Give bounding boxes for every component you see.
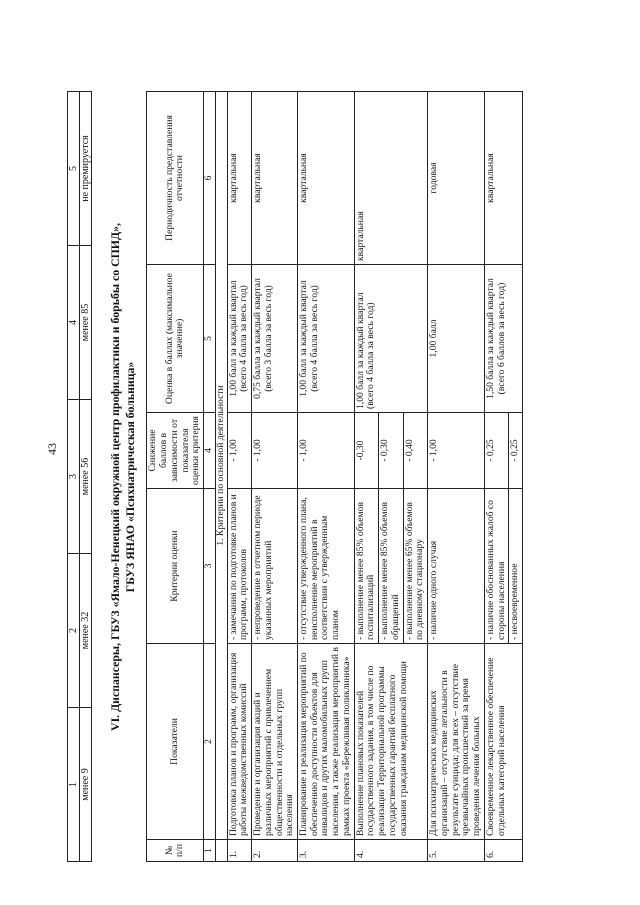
row-score: 0,75 балла за каждый квартал (всего 3 балла за весь год) [252, 265, 298, 413]
threshold-col-4: 4 [68, 246, 80, 400]
row-number: 6. [484, 840, 522, 862]
column-number: 5 [204, 265, 216, 413]
group-title-row [215, 92, 227, 862]
header-indicators: Показатели [147, 644, 204, 840]
column-number: 2 [204, 644, 216, 840]
header-number: № п/п [147, 840, 204, 862]
row-criterion: - выполнение менее 65% объемов по дневному стационару [403, 489, 427, 644]
column-number: 1 [204, 840, 216, 862]
row-indicator: Подготовка планов и программ, организация работы межведомственных комиссий [227, 644, 251, 840]
table-row [428, 92, 485, 862]
row-period: квартальная [298, 92, 355, 265]
row-score: 1,00 балл за каждый квартал (всего 4 балла за весь год) [354, 265, 427, 413]
table-header-row [147, 92, 204, 862]
section-title-line-2: ГБУЗ ЯНАО «Психиатрическая больница» [122, 361, 137, 593]
group-title: 1. Критерии по основной деятельности [215, 92, 227, 840]
column-number-row [204, 92, 216, 862]
row-reduction: - 1,00 [252, 413, 298, 489]
row-reduction: - 1,00 [428, 413, 485, 489]
score-threshold-table [67, 91, 92, 862]
row-reduction: - 0,25 [484, 413, 508, 489]
row-number: 3. [298, 840, 355, 862]
threshold-value: не премируется [80, 92, 92, 246]
row-criterion: - наличие одного случая [428, 489, 485, 644]
row-reduction: -0,30 [354, 413, 378, 489]
row-indicator: Проведение и организация акций и различных мероприятий с привлечением общественности и отдельных групп населения [252, 644, 298, 840]
column-number: 4 [204, 413, 216, 489]
row-criterion: - наличие обоснованных жалоб со стороны населения [484, 489, 508, 644]
threshold-header-row [68, 92, 80, 862]
column-number: 3 [204, 489, 216, 644]
header-criteria: Критерии оценки [147, 489, 204, 644]
threshold-value: менее 32 [80, 554, 92, 708]
threshold-col-3: 3 [68, 400, 80, 554]
row-reduction: - 1,00 [227, 413, 251, 489]
threshold-value: менее 85 [80, 246, 92, 400]
row-criterion: - выполнение менее 85% объемов госпитализаций [354, 489, 378, 644]
criteria-table [146, 91, 523, 862]
row-score: 1,00 балл за каждый квартал (всего 4 балла за весь год) [227, 265, 251, 413]
threshold-value: менее 56 [80, 400, 92, 554]
table-row [354, 92, 378, 862]
header-score: Оценка в баллах (максимальное значение) [147, 265, 204, 413]
row-criterion: - замечания по подготовке планов и программ, протоколов [227, 489, 251, 644]
row-number: 1. [227, 840, 251, 862]
threshold-value-row [80, 92, 92, 862]
row-number: 5. [428, 840, 485, 862]
row-reduction: - 0,25 [509, 413, 523, 489]
row-criterion: - непроведение в отчетном периоде указанных мероприятий [252, 489, 298, 644]
section-title [108, 92, 137, 862]
row-criterion: - выполнение менее 85% объемов обращений [379, 489, 403, 644]
header-period: Периодичность представления отчетности [147, 92, 204, 265]
row-indicator: Для психиатрических медицинских организаций – отсутствие летальности в результате суицида; для всех – отсутствие чрезвычайных происшествий за время проведения лечения больных [428, 644, 485, 840]
table-row [227, 92, 251, 862]
row-period: квартальная [252, 92, 298, 265]
column-number: 6 [204, 92, 216, 265]
threshold-col-5: 5 [68, 92, 80, 246]
row-criterion: - отсутствие утвержденного плана, неисполнение мероприятий в соответствии с утвержденным планом [298, 489, 355, 644]
section-title-line-1: VI. Диспансеры, ГБУЗ «Ямало-Ненецкий окружной центр профилактики и борьбы со СПИД», [108, 223, 122, 731]
threshold-value: менее 9 [80, 708, 92, 862]
table-row [484, 92, 508, 862]
row-number: 4. [354, 840, 427, 862]
row-score: 1,50 балла за каждый квартал (всего 6 баллов за весь год) [484, 265, 522, 413]
row-reduction: - 0,40 [403, 413, 427, 489]
row-period: квартальная [354, 92, 427, 265]
row-reduction: - 1,00 [298, 413, 355, 489]
row-indicator: Планирование и реализация мероприятий по обеспечению доступности объектов для инвалидов и других маломобильных групп населения, а также реализация мероприятий в рамках проекта «Бережливая поликлиника» [298, 644, 355, 840]
page-number: 43 [45, 443, 59, 455]
header-reduction: Снижение баллов в зависимости от показателя оценки критерия [147, 413, 204, 489]
row-period: квартальная [484, 92, 522, 265]
row-reduction: - 0,30 [379, 413, 403, 489]
threshold-col-2: 2 [68, 554, 80, 708]
table-row [252, 92, 298, 862]
row-criterion: - несвоевременное [509, 489, 523, 644]
row-period: годовая [428, 92, 485, 265]
row-indicator: Своевременное лекарственное обеспечение отдельных категорий населения [484, 644, 522, 840]
row-number: 2. [252, 840, 298, 862]
row-score: 1,00 балл за каждый квартал (всего 4 балла за весь год) [298, 265, 355, 413]
table-row [298, 92, 355, 862]
row-indicator: Выполнение плановых показателей государственного задания, в том числе по реализации Территориальной программы государственных гарантий бесплатного оказания гражданам медицинской помощи [354, 644, 427, 840]
row-score: 1,00 балл [428, 265, 485, 413]
row-period: квартальная [227, 92, 251, 265]
threshold-col-1: 1 [68, 708, 80, 862]
rotated-document-body [67, 92, 573, 862]
